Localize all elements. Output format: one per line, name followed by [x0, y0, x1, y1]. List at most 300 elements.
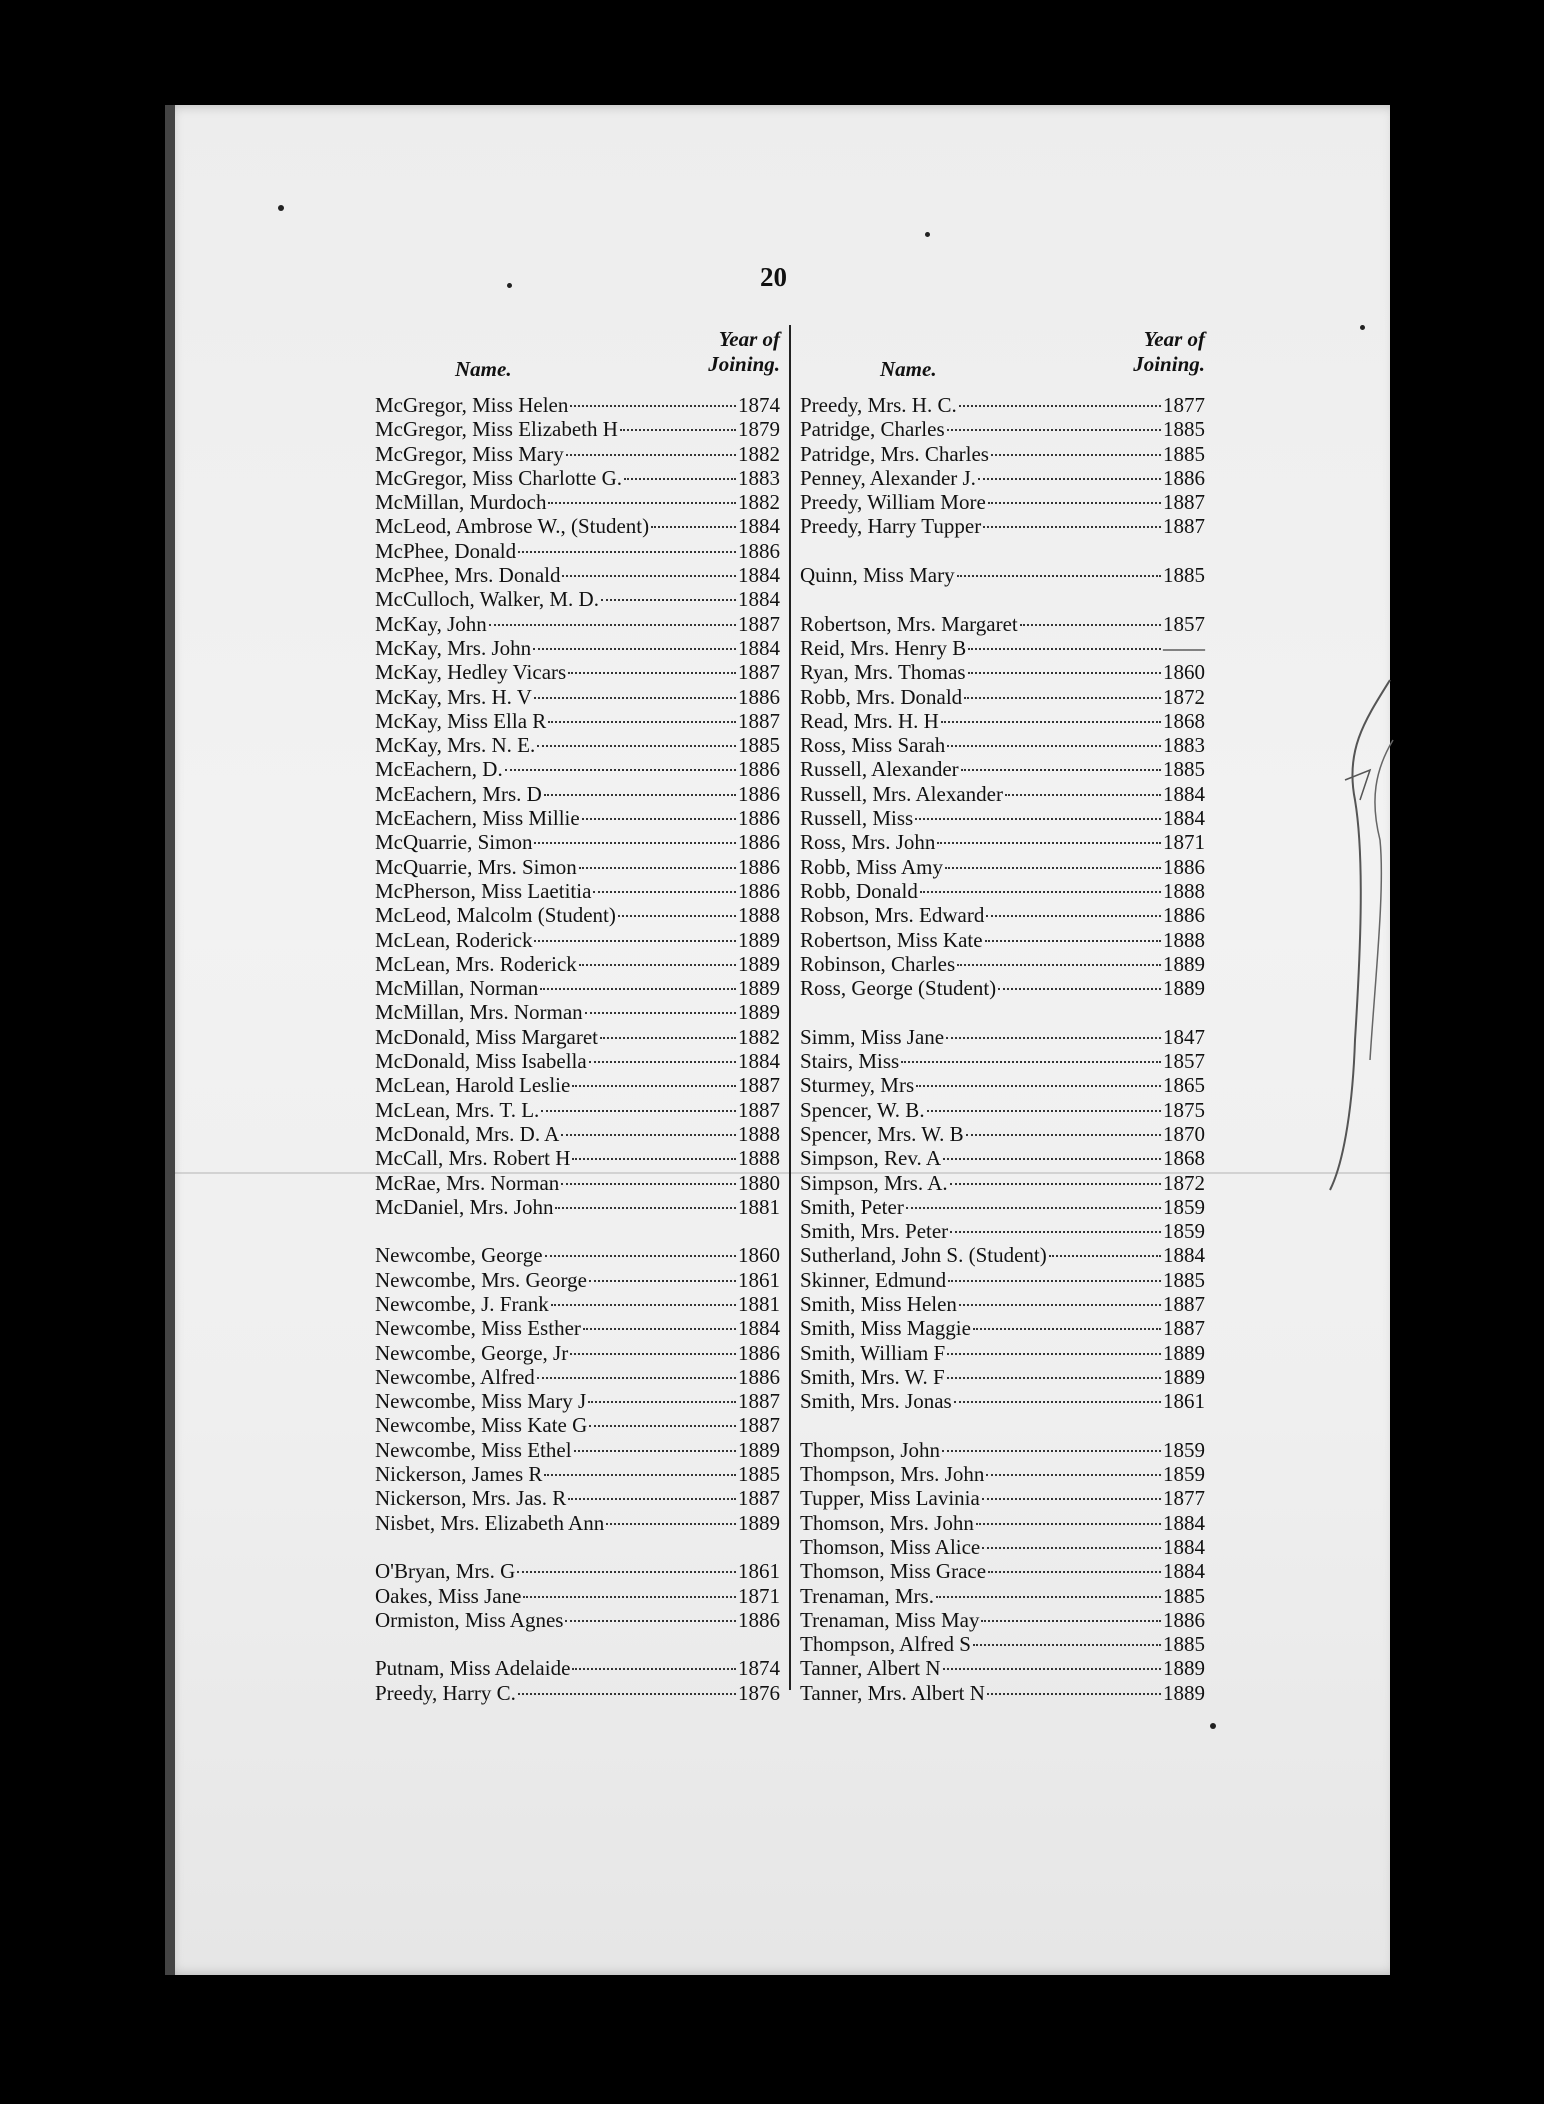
list-item — [800, 563, 1205, 587]
member-name: Robson, Mrs. Edward — [800, 903, 985, 928]
list-item — [375, 1316, 780, 1340]
list-item — [800, 1171, 1205, 1195]
dot-leader — [950, 1182, 1161, 1185]
year-of-joining: 1884 — [1163, 1559, 1205, 1584]
dot-leader — [988, 501, 1161, 504]
list-item — [375, 1341, 780, 1365]
dot-leader — [968, 671, 1161, 674]
member-name: McRae, Mrs. Norman — [375, 1170, 560, 1195]
list-item — [375, 928, 780, 952]
list-item — [800, 1049, 1205, 1073]
list-item — [375, 1389, 780, 1413]
list-item — [800, 1316, 1205, 1340]
ink-speck — [1360, 325, 1365, 330]
member-name: McCulloch, Walker, M. D. — [375, 587, 599, 612]
dot-leader — [976, 1522, 1161, 1525]
dot-leader — [983, 525, 1161, 528]
member-name: Stairs, Miss — [800, 1049, 900, 1074]
dot-leader — [545, 1254, 736, 1257]
year-of-joining: 1885 — [1163, 757, 1205, 782]
list-item — [800, 733, 1205, 757]
name-heading: Name. — [455, 357, 512, 381]
dot-leader — [927, 1109, 1161, 1112]
year-of-joining: 1888 — [738, 1121, 780, 1146]
dot-leader — [544, 1473, 736, 1476]
left-column — [375, 325, 780, 1705]
member-name: Simpson, Mrs. A. — [800, 1170, 948, 1195]
list-item — [375, 1000, 780, 1024]
list-item — [375, 587, 780, 611]
year-of-joining: 1889 — [738, 951, 780, 976]
dot-leader — [947, 428, 1161, 431]
right-column-header — [800, 325, 1205, 393]
dot-leader — [943, 1667, 1161, 1670]
dot-leader — [593, 890, 736, 893]
list-item — [800, 879, 1205, 903]
member-name: Sturmey, Mrs — [800, 1073, 915, 1098]
member-name: Trenaman, Mrs. — [800, 1583, 934, 1608]
member-name: Ross, George (Student) — [800, 976, 997, 1001]
list-item — [800, 1341, 1205, 1365]
list-item — [375, 1486, 780, 1510]
dot-leader — [537, 744, 736, 747]
member-name: Russell, Mrs. Alexander — [800, 781, 1003, 806]
list-item — [375, 685, 780, 709]
year-of-joining: 1871 — [738, 1583, 780, 1608]
dot-leader — [966, 1133, 1161, 1136]
member-name: Read, Mrs. H. H — [800, 708, 939, 733]
list-item — [800, 442, 1205, 466]
year-of-joining: 1871 — [1163, 830, 1205, 855]
name-heading: Name. — [880, 357, 937, 381]
year-of-joining: 1860 — [738, 1243, 780, 1268]
list-item — [375, 1681, 780, 1705]
dot-leader — [947, 1376, 1161, 1379]
list-item — [800, 636, 1205, 660]
list-item — [375, 976, 780, 1000]
right-entry-list — [800, 393, 1205, 1705]
dot-leader — [583, 1327, 736, 1330]
dot-leader — [959, 1303, 1161, 1306]
member-name: McKay, Mrs. H. V — [375, 684, 532, 709]
dot-leader — [601, 598, 736, 601]
dot-leader — [570, 1352, 736, 1355]
dot-leader — [945, 866, 1161, 869]
dot-leader — [572, 1157, 736, 1160]
member-name: Robb, Miss Amy — [800, 854, 943, 879]
member-name: McCall, Mrs. Robert H — [375, 1146, 571, 1171]
list-item — [375, 563, 780, 587]
member-name: Ormiston, Miss Agnes — [375, 1607, 564, 1632]
year-of-joining: 1859 — [1163, 1462, 1205, 1487]
dot-leader — [941, 720, 1161, 723]
dot-leader — [959, 404, 1161, 407]
year-of-joining: 1887 — [738, 611, 780, 636]
year-of-joining: 1889 — [1163, 1340, 1205, 1365]
year-of-joining: 1889 — [738, 1000, 780, 1025]
dot-leader — [561, 1133, 736, 1136]
list-item — [800, 660, 1205, 684]
list-item — [800, 830, 1205, 854]
list-item — [800, 1656, 1205, 1680]
list-item — [800, 1535, 1205, 1559]
list-item — [800, 1219, 1205, 1243]
dot-leader — [517, 1570, 736, 1573]
list-item — [800, 490, 1205, 514]
year-of-joining: 1877 — [1163, 1486, 1205, 1511]
section-spacer — [375, 1535, 780, 1559]
member-name: McGregor, Miss Charlotte G. — [375, 465, 623, 490]
dot-leader — [651, 525, 736, 528]
dot-leader — [954, 1400, 1161, 1403]
member-name: Ross, Miss Sarah — [800, 733, 946, 758]
dot-leader — [551, 1303, 736, 1306]
year-heading — [1133, 327, 1205, 377]
left-column-header — [375, 325, 780, 393]
member-name: Thompson, Mrs. John — [800, 1462, 985, 1487]
year-of-joining: 1874 — [738, 1656, 780, 1681]
member-name: McPhee, Mrs. Donald — [375, 563, 561, 588]
dot-leader — [998, 987, 1161, 990]
dot-leader — [579, 963, 736, 966]
dot-leader — [978, 477, 1161, 480]
dot-leader — [600, 1036, 736, 1039]
member-name: Preedy, Harry Tupper — [800, 514, 982, 539]
list-item — [800, 612, 1205, 636]
year-of-joining: 1886 — [1163, 465, 1205, 490]
year-of-joining: 1884 — [738, 587, 780, 612]
year-of-joining: 1859 — [1163, 1437, 1205, 1462]
year-of-joining: 1877 — [1163, 393, 1205, 417]
dot-leader — [548, 720, 736, 723]
year-of-joining: 1883 — [738, 465, 780, 490]
dot-leader — [620, 428, 736, 431]
dot-leader — [982, 1497, 1161, 1500]
list-item — [800, 782, 1205, 806]
section-spacer — [800, 539, 1205, 563]
year-heading — [708, 327, 780, 377]
section-spacer — [375, 1219, 780, 1243]
year-of-joining: 1886 — [738, 854, 780, 879]
list-item — [800, 1511, 1205, 1535]
year-of-joining: 1889 — [738, 927, 780, 952]
member-name: Nickerson, James R — [375, 1462, 543, 1487]
list-item — [375, 903, 780, 927]
list-item — [800, 1122, 1205, 1146]
dot-leader — [957, 574, 1161, 577]
list-item — [800, 1584, 1205, 1608]
year-of-joining: 1868 — [1163, 708, 1205, 733]
dot-leader — [915, 817, 1161, 820]
dot-leader — [541, 1109, 736, 1112]
page-binding-edge — [165, 105, 175, 1975]
member-name: McKay, Mrs. N. E. — [375, 733, 536, 758]
member-name: Quinn, Miss Mary — [800, 563, 955, 588]
year-of-joining: 1886 — [738, 684, 780, 709]
dot-leader — [523, 1595, 736, 1598]
member-name: Smith, Mrs. Peter — [800, 1219, 949, 1244]
dot-leader — [534, 841, 736, 844]
list-item — [375, 514, 780, 538]
list-item — [800, 928, 1205, 952]
list-item — [375, 1171, 780, 1195]
list-item — [375, 1584, 780, 1608]
dot-leader — [985, 939, 1161, 942]
list-item — [375, 466, 780, 490]
year-of-joining: 1884 — [738, 1049, 780, 1074]
dot-leader — [582, 817, 736, 820]
dot-leader — [562, 574, 736, 577]
year-of-joining: 1885 — [1163, 1632, 1205, 1657]
list-item — [375, 1073, 780, 1097]
member-name: McKay, Hedley Vicars — [375, 660, 567, 685]
member-name: McGregor, Miss Mary — [375, 441, 564, 466]
member-name: Patridge, Charles — [800, 417, 945, 442]
list-item — [800, 466, 1205, 490]
list-item — [375, 855, 780, 879]
year-of-joining: 1883 — [1163, 733, 1205, 758]
dot-leader — [948, 1279, 1161, 1282]
dot-leader — [565, 1619, 736, 1622]
year-of-joining: 1882 — [738, 441, 780, 466]
year-of-joining: 1882 — [738, 490, 780, 515]
dot-leader — [544, 793, 736, 796]
member-name: McMillan, Murdoch — [375, 490, 547, 515]
dot-leader — [537, 1376, 736, 1379]
year-of-joining: 1887 — [738, 1389, 780, 1414]
member-name: Smith, Miss Helen — [800, 1291, 957, 1316]
member-name: Thomson, Miss Alice — [800, 1534, 981, 1559]
year-of-joining: 1886 — [738, 757, 780, 782]
year-of-joining: 1886 — [738, 781, 780, 806]
year-of-joining: 1886 — [738, 878, 780, 903]
member-name: McLean, Roderick — [375, 927, 533, 952]
section-spacer — [375, 1632, 780, 1656]
list-item — [375, 1438, 780, 1462]
year-of-joining: 1886 — [738, 806, 780, 831]
year-of-joining: 1861 — [1163, 1389, 1205, 1414]
year-of-joining: 1868 — [1163, 1146, 1205, 1171]
year-of-joining: 1885 — [738, 733, 780, 758]
list-item — [375, 879, 780, 903]
member-name: Russell, Miss — [800, 806, 914, 831]
list-item — [800, 855, 1205, 879]
year-of-joining: 1880 — [738, 1170, 780, 1195]
section-spacer — [800, 1413, 1205, 1437]
list-item — [375, 757, 780, 781]
list-item — [375, 1292, 780, 1316]
member-name: McDaniel, Mrs. John — [375, 1194, 554, 1219]
dot-leader — [936, 1595, 1161, 1598]
dot-leader — [943, 1157, 1161, 1160]
dot-leader — [574, 1449, 736, 1452]
year-of-joining: 1889 — [1163, 1680, 1205, 1705]
dot-leader — [568, 671, 736, 674]
list-item — [800, 1559, 1205, 1583]
list-item — [800, 757, 1205, 781]
member-name: Preedy, Mrs. H. C. — [800, 393, 957, 417]
member-name: McDonald, Miss Isabella — [375, 1049, 587, 1074]
year-of-joining: 1875 — [1163, 1097, 1205, 1122]
year-heading-line2: Joining. — [708, 352, 780, 376]
ink-speck — [925, 232, 930, 237]
member-name: McPherson, Miss Laetitia — [375, 878, 592, 903]
column-divider — [789, 325, 791, 1690]
dot-leader — [1005, 793, 1161, 796]
member-name: McKay, Mrs. John — [375, 635, 532, 660]
list-item — [800, 1243, 1205, 1267]
year-of-joining: 1887 — [738, 1413, 780, 1438]
list-item — [375, 1462, 780, 1486]
list-item — [800, 1486, 1205, 1510]
list-item — [375, 612, 780, 636]
year-of-joining: 1884 — [738, 514, 780, 539]
dot-leader — [572, 1667, 736, 1670]
member-name: Simm, Miss Jane — [800, 1024, 945, 1049]
dot-leader — [579, 866, 736, 869]
member-name: McGregor, Miss Elizabeth H — [375, 417, 618, 442]
list-item — [375, 1098, 780, 1122]
member-name: Preedy, William More — [800, 490, 986, 515]
member-name: Oakes, Miss Jane — [375, 1583, 522, 1608]
year-of-joining: 1884 — [738, 1316, 780, 1341]
year-of-joining: 1885 — [1163, 1583, 1205, 1608]
list-item — [800, 1608, 1205, 1632]
list-item — [800, 1632, 1205, 1656]
dot-leader — [589, 1060, 736, 1063]
member-name: Newcombe, J. Frank — [375, 1291, 549, 1316]
member-name: Tupper, Miss Lavinia — [800, 1486, 980, 1511]
member-name: Penney, Alexander J. — [800, 465, 976, 490]
member-name: Thompson, John — [800, 1437, 941, 1462]
pencil-sketch-mark — [1325, 660, 1395, 1200]
year-of-joining: 1861 — [738, 1559, 780, 1584]
member-name: Thomson, Miss Grace — [800, 1559, 987, 1584]
dot-leader — [534, 939, 736, 942]
member-name: Simpson, Rev. A — [800, 1146, 941, 1171]
list-item — [375, 1365, 780, 1389]
year-of-joining: 1860 — [1163, 660, 1205, 685]
list-item — [375, 952, 780, 976]
list-item — [800, 1195, 1205, 1219]
dot-leader — [986, 914, 1161, 917]
member-name: McLeod, Malcolm (Student) — [375, 903, 616, 928]
dot-leader — [946, 1036, 1161, 1039]
year-of-joining: 1886 — [1163, 903, 1205, 928]
list-item — [800, 1438, 1205, 1462]
year-of-joining: 1861 — [738, 1267, 780, 1292]
member-name: McQuarrie, Mrs. Simon — [375, 854, 577, 879]
dot-leader — [589, 1279, 736, 1282]
year-of-joining: 1886 — [738, 1340, 780, 1365]
year-of-joining: 1881 — [738, 1194, 780, 1219]
year-of-joining: 1884 — [1163, 781, 1205, 806]
dot-leader — [988, 1570, 1161, 1573]
member-name: McMillan, Norman — [375, 976, 539, 1001]
member-name: Robertson, Miss Kate — [800, 927, 983, 952]
year-of-joining: 1885 — [1163, 1267, 1205, 1292]
year-of-joining: 1886 — [738, 1607, 780, 1632]
year-of-joining: 1887 — [1163, 490, 1205, 515]
member-name: McDonald, Miss Margaret — [375, 1024, 598, 1049]
list-item — [800, 1025, 1205, 1049]
list-item — [375, 1025, 780, 1049]
list-item — [800, 709, 1205, 733]
list-item — [375, 1608, 780, 1632]
list-item — [800, 1073, 1205, 1097]
dot-leader — [982, 1546, 1161, 1549]
member-name: McKay, John — [375, 611, 487, 636]
year-of-joining: 1876 — [738, 1680, 780, 1705]
year-of-joining: 1884 — [1163, 806, 1205, 831]
list-item — [375, 782, 780, 806]
list-item — [375, 1656, 780, 1680]
member-name: Smith, Mrs. Jonas — [800, 1389, 952, 1414]
left-entry-list — [375, 393, 780, 1705]
dot-leader — [572, 1084, 736, 1087]
list-item — [375, 636, 780, 660]
member-name: McLean, Harold Leslie — [375, 1073, 571, 1098]
year-of-joining: 1884 — [738, 635, 780, 660]
year-of-joining: 1885 — [738, 1462, 780, 1487]
year-of-joining: 1888 — [1163, 927, 1205, 952]
member-name: Robinson, Charles — [800, 951, 956, 976]
dot-leader — [568, 1497, 736, 1500]
year-of-joining: 1859 — [1163, 1219, 1205, 1244]
section-spacer — [800, 1000, 1205, 1024]
member-name: McDonald, Mrs. D. A — [375, 1121, 560, 1146]
year-of-joining: 1889 — [1163, 951, 1205, 976]
member-name: Nickerson, Mrs. Jas. R — [375, 1486, 567, 1511]
dot-leader — [986, 1473, 1161, 1476]
year-of-joining: 1889 — [1163, 1364, 1205, 1389]
dot-leader — [942, 1449, 1161, 1452]
year-of-joining: 1889 — [738, 976, 780, 1001]
dot-leader — [920, 890, 1161, 893]
dot-leader — [585, 1011, 736, 1014]
dot-leader — [561, 1182, 736, 1185]
member-name: Thompson, Alfred S — [800, 1632, 971, 1657]
list-item — [375, 1146, 780, 1170]
dot-leader — [489, 623, 736, 626]
year-heading-line2: Joining. — [1133, 352, 1205, 376]
year-of-joining: 1886 — [738, 538, 780, 563]
dot-leader — [1049, 1254, 1161, 1257]
member-name: Newcombe, George, Jr — [375, 1340, 569, 1365]
list-item — [375, 1511, 780, 1535]
member-name: McEachern, Miss Millie — [375, 806, 580, 831]
year-of-joining: 1887 — [1163, 1316, 1205, 1341]
member-name: McLean, Mrs. Roderick — [375, 951, 577, 976]
dot-leader — [534, 696, 736, 699]
dot-leader — [950, 1230, 1161, 1233]
page-fold-line — [175, 1172, 1390, 1174]
dot-leader — [548, 501, 736, 504]
year-of-joining: 1870 — [1163, 1121, 1205, 1146]
list-item — [375, 660, 780, 684]
dot-leader — [937, 841, 1161, 844]
dot-leader — [901, 1060, 1161, 1063]
year-of-joining: 1872 — [1163, 1170, 1205, 1195]
dot-leader — [968, 647, 1161, 650]
list-item — [375, 1243, 780, 1267]
year-of-joining: 1881 — [738, 1291, 780, 1316]
dot-leader — [973, 1327, 1161, 1330]
member-name: Patridge, Mrs. Charles — [800, 441, 989, 466]
ink-speck — [1210, 1723, 1216, 1729]
member-name: Tanner, Mrs. Albert N — [800, 1680, 985, 1705]
list-item — [800, 1098, 1205, 1122]
